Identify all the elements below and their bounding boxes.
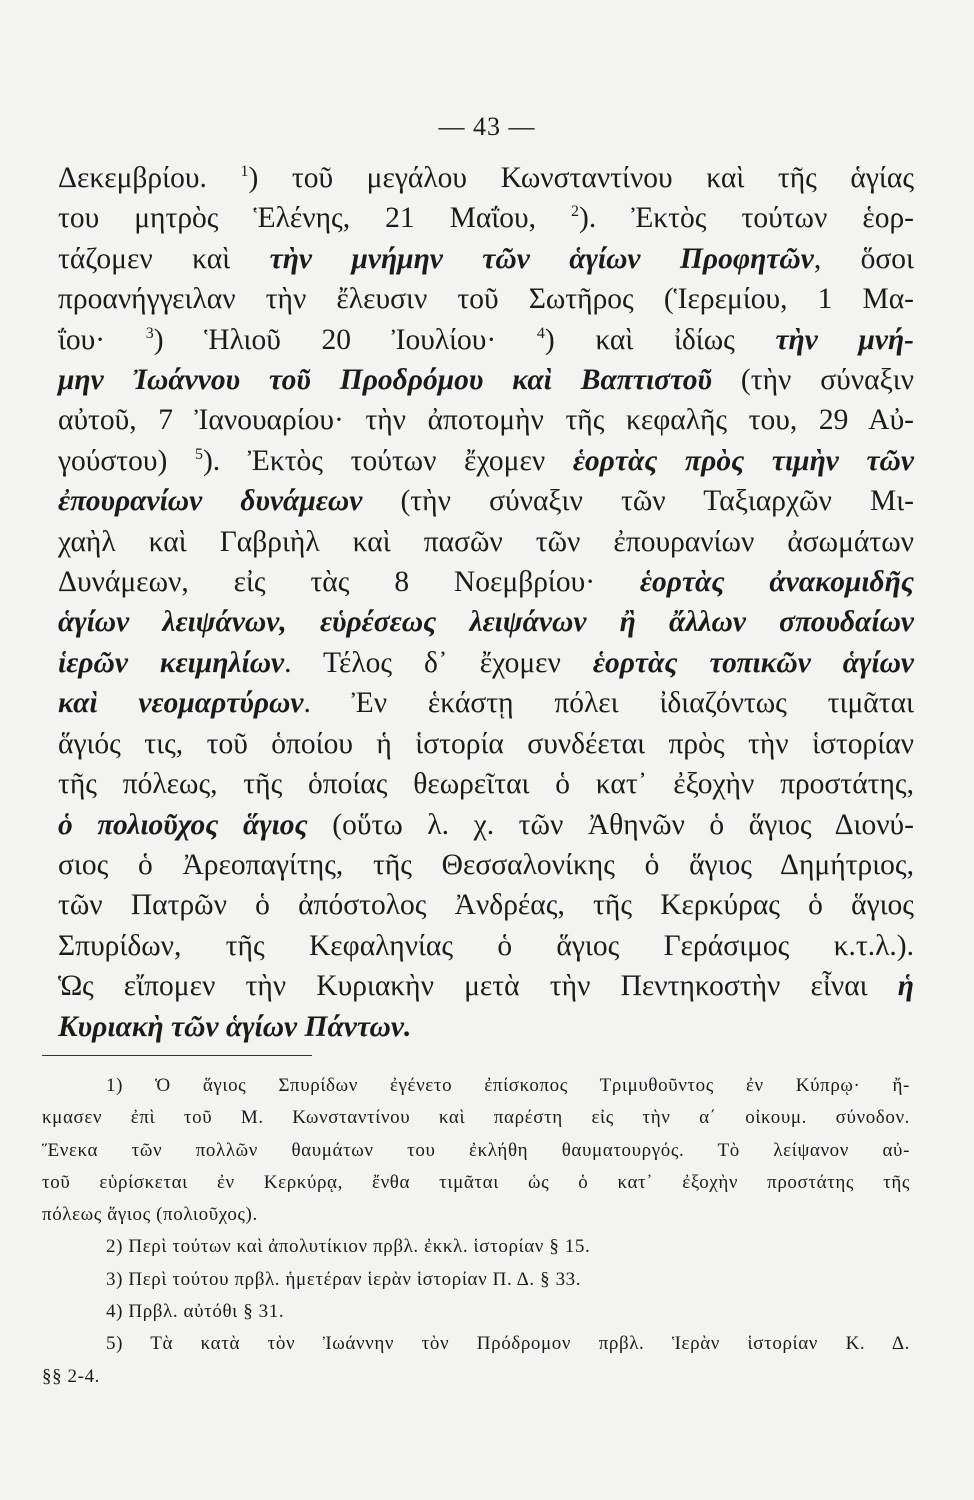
footnote-line: τοῦ εὑρίσκεται ἐν Κερκύρᾳ, ἔνθα τιμᾶται ὡς ὁ κατ᾽ ἐξοχὴν προστάτης τῆς	[42, 1171, 910, 1193]
text-line	[58, 885, 914, 925]
footnotes	[42, 1070, 910, 1393]
footnote-divider	[42, 1055, 312, 1056]
text-line	[58, 158, 914, 198]
emphasis-text: ἐπουρανίων δυνάμεων	[58, 485, 363, 518]
footnote-line: 3) Περὶ τούτου πρβλ. ἡμετέραν ἱερὰν ἱστορίαν Π. Δ. § 33.	[106, 1268, 582, 1290]
text-line	[58, 805, 914, 845]
text-segment: τῆς πόλεως, τῆς ὁποίας θεωρεῖται ὁ κατ᾽ ἐξοχὴν προστάτης,	[58, 768, 914, 801]
text-line	[58, 360, 914, 400]
text-segment: ΐου·	[58, 323, 146, 356]
text-segment: Ὡς εἴπομεν τὴν Κυριακὴν μετὰ τὴν Πεντηκοστὴν εἶναι	[58, 970, 898, 1003]
emphasis-text: ὁ πολιοῦχος ἅγιος	[58, 808, 308, 841]
emphasis-text: ἡ	[897, 970, 914, 1003]
emphasis-text: ἑορτὰς πρὸς τιμὴν τῶν	[572, 444, 914, 477]
text-segment: ) Ἡλιοῦ 20 Ἰουλίου·	[153, 323, 537, 356]
text-segment: ). Ἐκτὸς τούτων ἑορ-	[579, 202, 915, 235]
footnote-marker: 2	[571, 203, 580, 221]
text-segment: . Ἐν ἑκάστῃ πόλει ἰδιαζόντως τιμᾶται	[303, 687, 914, 720]
footnote-line: πόλεως ἅγιος (πολιοῦχος).	[42, 1204, 258, 1226]
text-segment: τῶν Πατρῶν ὁ ἀπόστολος Ἀνδρέας, τῆς Κερκύρας ὁ ἅγιος	[58, 889, 914, 922]
text-segment: γούστου)	[58, 444, 195, 477]
emphasis-text: ἱερῶν κειμηλίων	[58, 646, 285, 679]
text-segment: ). Ἐκτὸς τούτων ἔχομεν	[202, 444, 573, 477]
footnote-marker: 5	[194, 445, 203, 463]
text-line	[58, 926, 914, 966]
text-segment: . Τέλος δ᾽ ἔχομεν	[284, 646, 593, 679]
footnote-line: 1) Ὁ ἅγιος Σπυρίδων ἐγένετο ἐπίσκοπος Τριμυθοῦντος ἐν Κύπρῳ· ἤ-	[106, 1075, 910, 1096]
text-segment: (τὴν σύναξιν	[711, 364, 914, 397]
emphasis-text: τὴν μνήμην τῶν ἁγίων Προφητῶν	[269, 242, 814, 275]
text-line	[58, 522, 914, 562]
text-segment: , ὅσοι	[813, 242, 914, 275]
text-line	[58, 724, 914, 764]
text-line	[58, 239, 914, 279]
text-segment: τάζομεν καὶ	[58, 242, 270, 275]
text-line	[58, 481, 914, 521]
text-line	[58, 198, 914, 238]
text-line	[58, 400, 914, 440]
text-line	[58, 1007, 914, 1047]
text-segment: Δεκεμβρίου.	[58, 162, 241, 194]
footnote-line: Ἕνεκα τῶν πολλῶν θαυμάτων του ἐκλήθη θαυματουργός. Τὸ λείψανον αὐ-	[42, 1139, 910, 1161]
text-segment: ) τοῦ μεγάλου Κωνσταντίνου καὶ τῆς ἁγίας	[248, 162, 914, 194]
text-segment: Δυνάμεων, εἰς τὰς 8 Νοεμβρίου·	[58, 566, 640, 599]
text-segment: χαὴλ καὶ Γαβριὴλ καὶ πασῶν τῶν ἐπουρανίων ἀσωμάτων	[58, 525, 914, 558]
text-line	[58, 562, 914, 602]
text-segment: (οὕτω λ. χ. τῶν Ἀθηνῶν ὁ ἅγιος Διονύ-	[307, 808, 914, 841]
emphasis-text: Κυριακὴ τῶν ἁγίων Πάντων.	[58, 1010, 412, 1043]
emphasis-text: ἁγίων λειψάνων, εὑρέσεως λειψάνων ἢ ἄλλων σπουδαίων	[58, 606, 914, 639]
emphasis-text: καὶ νεομαρτύρων	[58, 687, 304, 720]
footnote-line: 4) Πρβλ. αὐτόθι § 31.	[106, 1301, 285, 1323]
page-number: — 43 —	[438, 112, 536, 141]
text-line	[58, 683, 914, 723]
footnote-marker: 3	[145, 324, 154, 342]
text-segment: αὐτοῦ, 7 Ἰανουαρίου· τὴν ἀποτομὴν τῆς κεφαλῆς του, 29 Αὐ-	[58, 404, 914, 437]
emphasis-text: ἑορτὰς ἀνακομιδῆς	[639, 566, 915, 599]
text-segment: του μητρὸς Ἑλένης, 21 Μαΐου,	[58, 202, 572, 235]
footnote-line: 2) Περὶ τούτων καὶ ἀπολυτίκιον πρβλ. ἐκκλ. ἱστορίαν § 15.	[106, 1236, 591, 1258]
main-text	[58, 158, 914, 1047]
footnote-line: §§ 2-4.	[42, 1365, 101, 1387]
text-segment: ἅγιός τις, τοῦ ὁποίου ἡ ἱστορία συνδέεται πρὸς τὴν ἱστορίαν	[58, 727, 914, 760]
text-line	[58, 602, 914, 642]
text-line	[58, 643, 914, 683]
emphasis-text: τὴν μνή-	[775, 323, 914, 356]
text-line	[58, 279, 914, 319]
text-line	[58, 845, 914, 885]
text-segment: (τὴν σύναξιν τῶν Ταξιαρχῶν Μι-	[362, 485, 914, 518]
footnote-marker: 1	[240, 163, 249, 180]
emphasis-text: ἑορτὰς τοπικῶν ἁγίων	[592, 646, 914, 679]
footnote-line: 5) Τὰ κατὰ τὸν Ἰωάννην τὸν Πρόδρομον πρβλ. Ἱερὰν ἱστορίαν Κ. Δ.	[106, 1333, 910, 1355]
text-line	[58, 966, 914, 1006]
text-line	[58, 764, 914, 804]
footnote-marker: 4	[536, 324, 545, 342]
text-segment: Σπυρίδων, τῆς Κεφαληνίας ὁ ἅγιος Γεράσιμος κ.τ.λ.).	[58, 929, 914, 962]
text-segment: ) καὶ ἰδίως	[544, 323, 776, 356]
text-line	[58, 441, 914, 481]
emphasis-text: μην Ἰωάννου τοῦ Προδρόμου καὶ Βαπτιστοῦ	[58, 364, 712, 397]
text-line	[58, 320, 914, 360]
text-segment: σιος ὁ Ἀρεοπαγίτης, τῆς Θεσσαλονίκης ὁ ἅγιος Δημήτριος,	[58, 848, 914, 881]
text-segment: προανήγγειλαν τὴν ἔλευσιν τοῦ Σωτῆρος (Ἱερεμίου, 1 Μα-	[58, 283, 914, 316]
footnote-line: κμασεν ἐπὶ τοῦ Μ. Κωνσταντίνου καὶ παρέστη εἰς τὴν α΄ οἰκουμ. σύνοδον.	[42, 1107, 910, 1129]
